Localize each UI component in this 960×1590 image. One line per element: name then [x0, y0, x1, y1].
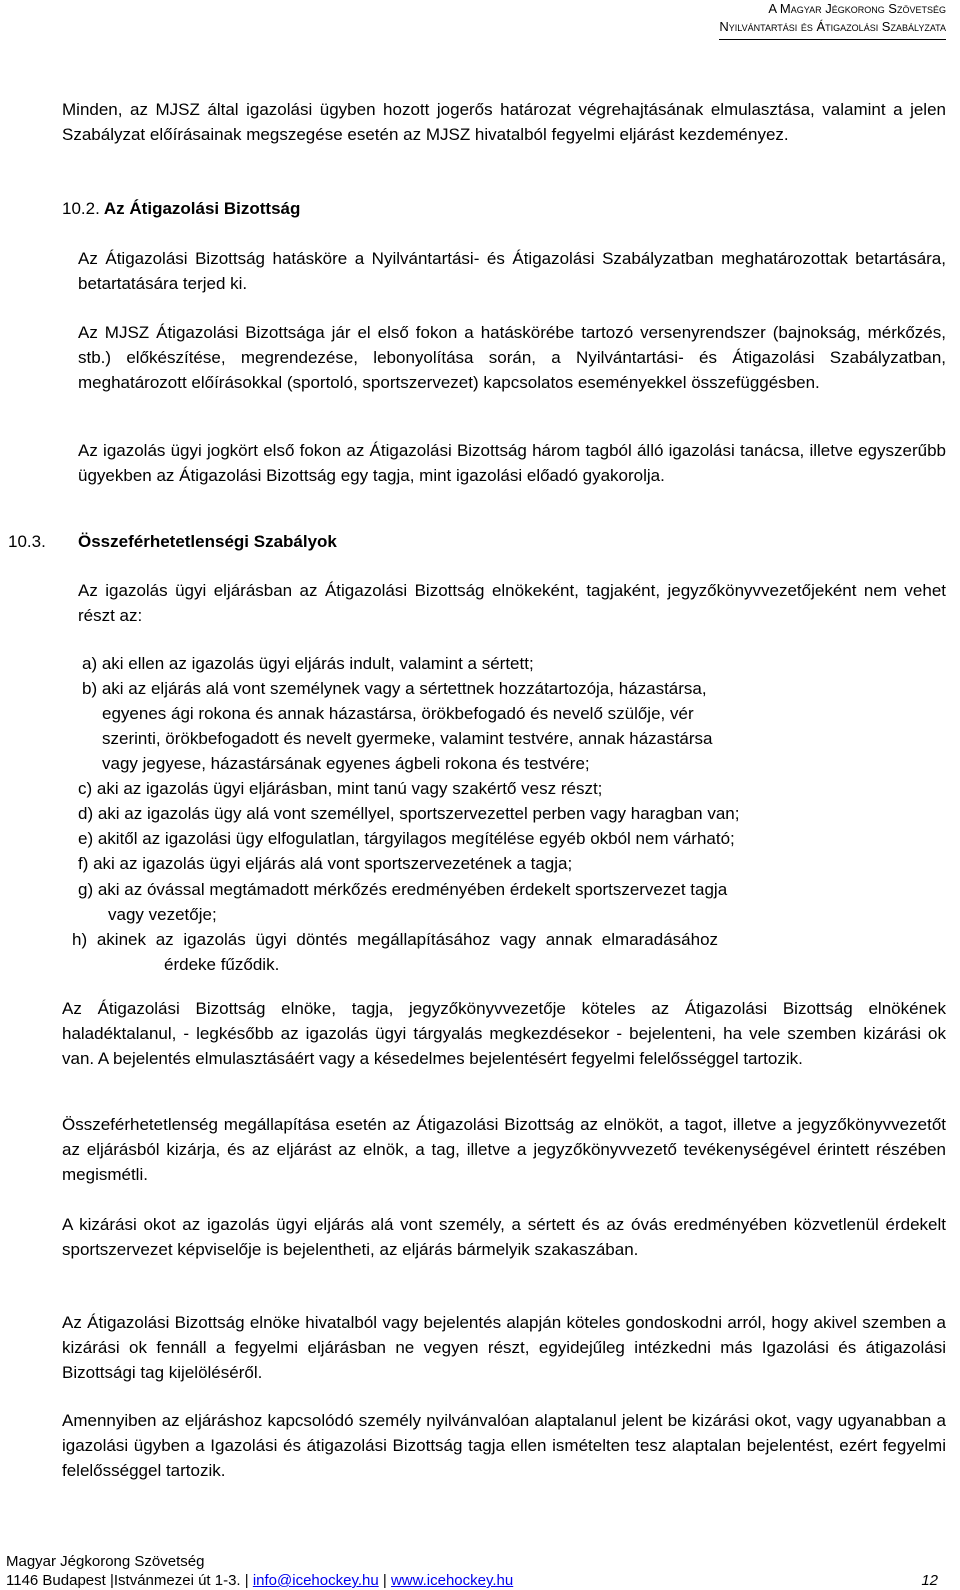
list-item-d: d) aki az igazolás ügy alá vont személlyel, sportszervezettel perben vagy haragban van;: [78, 804, 740, 823]
header-subtitle: Nyilvántartási és Átigazolási Szabályzata: [719, 18, 946, 40]
page-number: 12: [921, 1572, 938, 1589]
sec-10-3-intro: Az igazolás ügyi eljárásban az Átigazolási Bizottság elnökeként, tagjaként, jegyzőkönyvvezetőjeként nem vehet részt az:: [78, 581, 946, 625]
list-item-c: c) aki az igazolás ügyi eljárásban, mint tanú vagy szakértő vesz részt;: [78, 779, 603, 798]
footer-website-link[interactable]: www.icehockey.hu: [390, 1572, 514, 1589]
footer-org: Magyar Jégkorong Szövetség: [6, 1553, 205, 1570]
list-item-g: g) aki az óvással megtámadott mérkőzés eredményében érdekelt sportszervezet tagja: [78, 880, 728, 899]
section-title-10-3: Összeférhetetlenségi Szabályok: [78, 532, 337, 551]
list-item-b: b) aki az eljárás alá vont személynek vagy a sértettnek hozzátartozója, házastársa,: [82, 679, 707, 698]
list-item-b-cont-1: egyenes ági rokona és annak házastársa, örökbefogadó és nevelő szülője, vér: [102, 704, 694, 723]
sec-10-2-paragraph-2: Az MJSZ Átigazolási Bizottsága jár el első fokon a hatáskörébe tartozó versenyrendszer (bajnokság, mérkőzés, stb.) előkészítése, megrendezése, lebonyolítása során, a Nyilvántartási- és Átigazolási Szabályzatban, meghatározott előírásokkal (sportoló, sportszervezet) kapcsolatos eseményekkel összefüggésben.: [78, 323, 946, 392]
footer-contact-row: [6, 1571, 946, 1590]
list-item-b-cont-2: szerinti, örökbefogadott és nevelt gyermeke, valamint testvére, annak házastársa: [102, 729, 713, 748]
section-title-10-2: Az Átigazolási Bizottság: [103, 199, 301, 218]
list-item-g-cont: vagy vezetője;: [108, 905, 217, 924]
list-item-h: h) akinek az igazolás ügyi döntés megállapításához vagy annak elmaradásához: [72, 930, 719, 949]
intro-paragraph: Minden, az MJSZ által igazolási ügyben hozott jogerős határozat végrehajtásának elmulasztása, valamint a jelen Szabályzat előírásainak megszegése esetén az MJSZ hivatalból fegyelmi eljárást kezdeményez.: [62, 100, 946, 144]
exclusion-paragraph: A kizárási okot az igazolás ügyi eljárás alá vont személy, a sértett és az óvás eredményében közvetlenül érdekelt sportszervezet képviselője is bejelentheti, az eljárás bármelyik szakaszában.: [62, 1215, 946, 1259]
unfounded-paragraph: Amennyiben az eljáráshoz kapcsolódó személy nyilvánvalóan alaptalanul jelent be kizárási okot, vagy ugyanabban a igazolási ügyben a Igazolási és átigazolási Bizottság tagja ellen ismételten tesz alaptalan bejelentést, ezért fegyelmi felelősséggel tartozik.: [62, 1411, 946, 1480]
list-item-h-cont: érdeke fűződik.: [164, 955, 280, 974]
footer-separator: |: [382, 1572, 387, 1589]
list-item-a: a) aki ellen az igazolás ügyi eljárás indult, valamint a sértett;: [82, 654, 534, 673]
section-number-10-2: 10.2.: [62, 199, 100, 218]
page-footer: [6, 1552, 946, 1590]
conflict-paragraph: Összeférhetetlenség megállapítása esetén az Átigazolási Bizottság az elnököt, a tagot, illetve a jegyzőkönyvvezetőt az eljárásból kizárja, és az eljárást az elnök, a tag, illetve a jegyzőkönyvvezető tevékenységével érintett részében megismétli.: [62, 1115, 946, 1184]
section-number-10-3: 10.3.: [8, 532, 46, 551]
page-header: [719, 0, 946, 40]
footer-email-link[interactable]: info@icehockey.hu: [252, 1572, 379, 1589]
report-paragraph: Az Átigazolási Bizottság elnöke, tagja, jegyzőkönyvvezetője köteles az Átigazolási Bizottság elnökének haladéktalanul, - legkésőbb az igazolás ügyi tárgyalás megkezdésekor - bejelenteni, ha vele szemben kizárási ok van. A bejelentés elmulasztásáért vagy a késedelmes bejelentésért fegyelmi felelősséggel tartozik.: [62, 999, 946, 1068]
list-item-f: f) aki az igazolás ügyi eljárás alá vont sportszervezetének a tagja;: [78, 854, 573, 873]
list-item-b-cont-3: vagy jegyese, házastársának egyenes ágbeli rokona és testvére;: [102, 754, 590, 773]
sec-10-2-paragraph-3: Az igazolás ügyi jogkört első fokon az Átigazolási Bizottság három tagból álló igazolási tanácsa, illetve egyszerűbb ügyekben az Átigazolási Bizottság egy tagja, mint igazolási előadó gyakorolja.: [78, 441, 946, 485]
chair-paragraph: Az Átigazolási Bizottság elnöke hivatalból vagy bejelentés alapján köteles gondoskodni arról, hogy akivel szemben a kizárási ok fennáll a fegyelmi eljárásban ne vegyen részt, egyidejűleg intézkedni más Igazolási és átigazolási Bizottsági tag kijelöléséről.: [62, 1313, 946, 1382]
list-item-e: e) akitől az igazolási ügy elfogulatlan, tárgyilagos megítélése egyéb okból nem várható;: [78, 829, 735, 848]
sec-10-2-paragraph-1: Az Átigazolási Bizottság hatásköre a Nyilvántartási- és Átigazolási Szabályzatban meghatározottak betartására, betartatására terjed ki.: [78, 249, 946, 293]
footer-address: 1146 Budapest |Istvánmezei út 1-3. |: [6, 1572, 249, 1589]
header-title: A Magyar Jégkorong Szövetség: [768, 1, 946, 16]
